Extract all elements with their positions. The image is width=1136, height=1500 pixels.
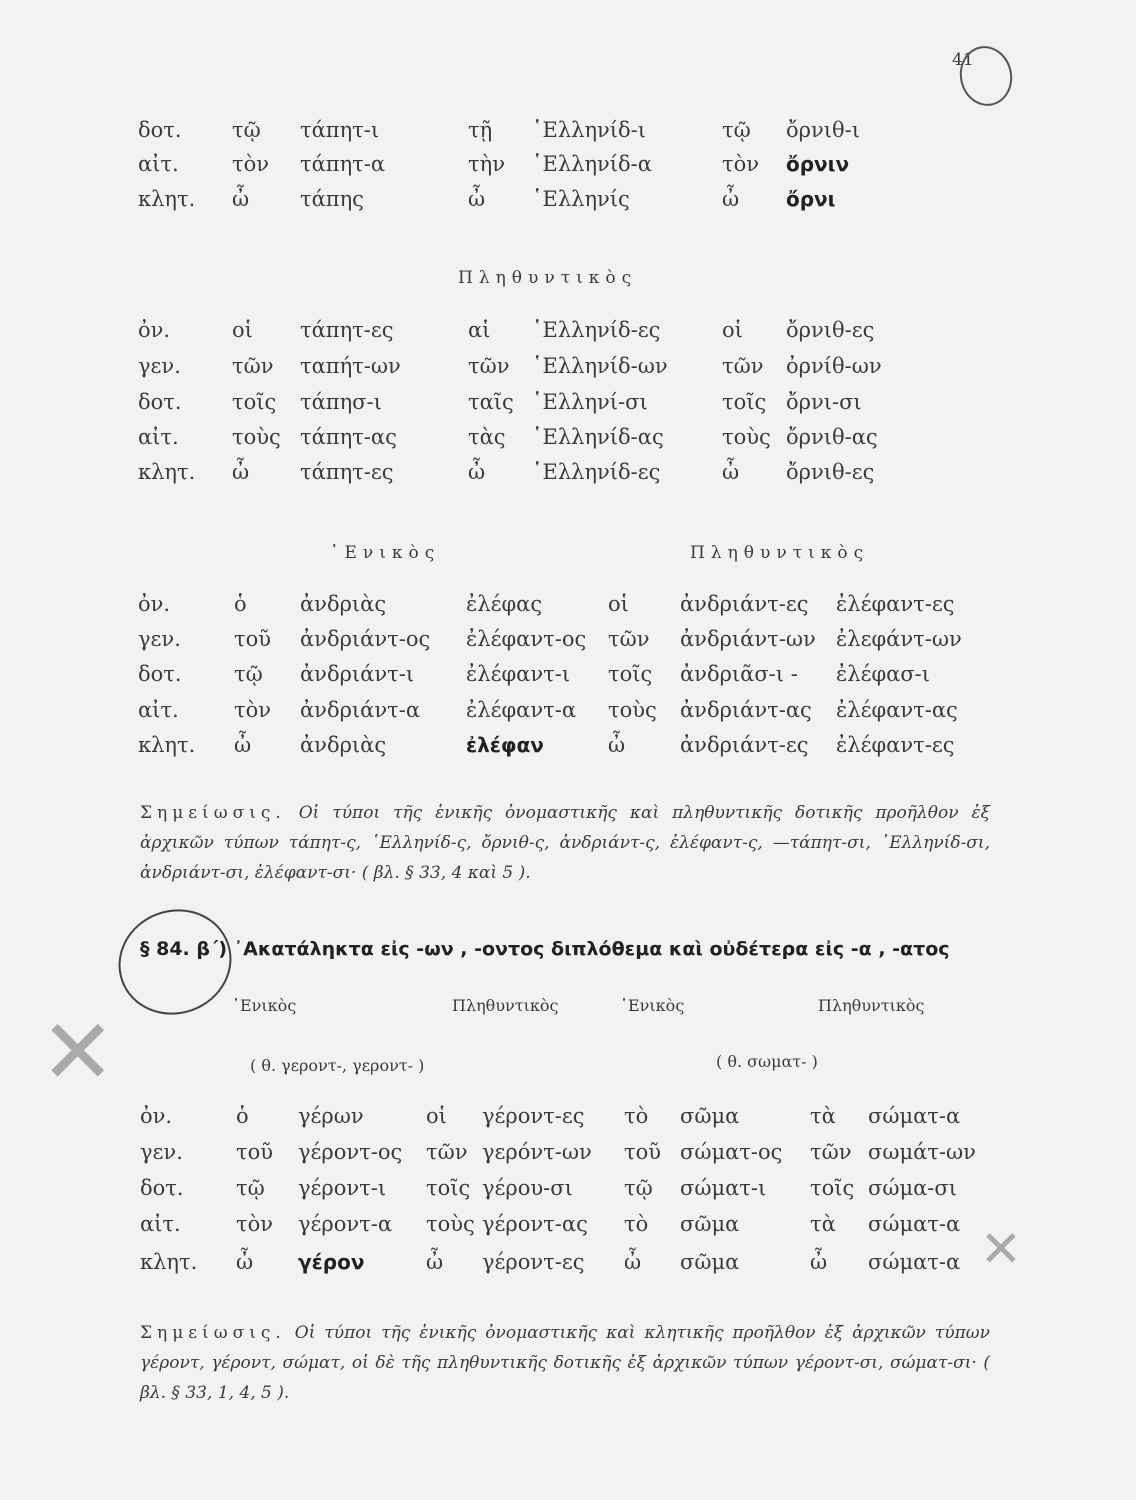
article: οἱ — [722, 318, 743, 342]
noun-form: ῾Ελληνίδ-ας — [532, 425, 664, 449]
noun-form: ἐλέφαντ-ες — [836, 592, 955, 616]
noun-form: ἐλέφαντ-ες — [836, 733, 955, 757]
page-number: 41 — [952, 50, 974, 70]
table-row — [0, 460, 1136, 496]
case-label: δοτ. — [138, 390, 182, 414]
article: τοὺς — [232, 425, 281, 449]
table-row — [0, 627, 1136, 663]
article: τὰς — [468, 425, 506, 449]
article: οἱ — [426, 1104, 447, 1128]
case-label: αἰτ. — [138, 152, 179, 176]
case-label: κλητ. — [138, 733, 196, 757]
case-label: γεν. — [140, 1140, 183, 1164]
noun-form: ἐλέφαντ-ος — [466, 627, 587, 651]
noun-form: ῾Ελληνίδ-α — [532, 152, 652, 176]
noun-form: ῾Ελληνίδ-ες — [532, 460, 661, 484]
article: τῶν — [426, 1140, 468, 1164]
article: τοῖς — [426, 1176, 471, 1200]
noun-form: ὄρνιθ-ι — [786, 118, 860, 142]
table-row — [0, 187, 1136, 223]
article: ὦ — [810, 1250, 828, 1274]
article: τῷ — [236, 1176, 265, 1200]
table-row — [0, 662, 1136, 698]
noun-form: ὄρνιθ-ας — [786, 425, 878, 449]
noun-form-bold: ὄρνιν — [786, 152, 850, 176]
noun-form: τάπητ-ας — [300, 425, 397, 449]
article: τοῦ — [234, 627, 272, 651]
article: τοὺς — [608, 698, 657, 722]
article: τὰ — [810, 1104, 836, 1128]
table-row — [0, 592, 1136, 628]
noun-form: τάπητ-ι — [300, 118, 380, 142]
article: τοὺς — [722, 425, 771, 449]
noun-form: γερόντ-ων — [482, 1140, 592, 1164]
note-paragraph — [140, 798, 990, 888]
noun-form: σῶμα — [680, 1250, 740, 1274]
case-label: δοτ. — [140, 1176, 184, 1200]
noun-form: ἐλέφασ-ι — [836, 662, 931, 686]
noun-form: σώματ-ος — [680, 1140, 783, 1164]
noun-form: τάπητ-ες — [300, 318, 394, 342]
noun-form: σώματ-ι — [680, 1176, 767, 1200]
noun-form: ῾Ελληνίδ-ι — [532, 118, 647, 142]
noun-form: ἀνδριάντ-ων — [680, 627, 816, 651]
noun-form-bold: ἐλέφαν — [466, 733, 544, 757]
article: ὦ — [722, 460, 740, 484]
case-label: ὀν. — [140, 1104, 173, 1128]
article: ὦ — [232, 187, 250, 211]
noun-form-bold: γέρον — [298, 1250, 365, 1274]
article: ὦ — [608, 733, 626, 757]
case-label: δοτ. — [138, 118, 182, 142]
table-row — [0, 425, 1136, 461]
article: ὦ — [234, 733, 252, 757]
handwritten-circle — [104, 894, 247, 1031]
case-label: κλητ. — [138, 187, 196, 211]
table-row — [0, 1104, 1136, 1140]
article: τοῖς — [608, 662, 653, 686]
table-row — [0, 118, 1136, 154]
noun-form: γέροντ-ες — [482, 1104, 585, 1128]
article: τὴν — [468, 152, 505, 176]
case-label: αἰτ. — [138, 425, 179, 449]
plural-heading: Πληθυντικὸς — [458, 268, 638, 288]
case-label: κλητ. — [140, 1250, 198, 1274]
article: τὸν — [722, 152, 760, 176]
note-lead: Σημείωσις. — [140, 803, 286, 823]
noun-form: ταπήτ-ων — [300, 354, 401, 378]
noun-form: ἀνδριᾶσ-ι - — [680, 662, 798, 686]
noun-form: γέρου-σι — [482, 1176, 573, 1200]
noun-form: ἀνδριὰς — [300, 592, 387, 616]
theme-label: ( θ. γεροντ-, γεροντ- ) — [250, 1056, 425, 1075]
article: ὁ — [236, 1104, 249, 1128]
noun-form: ῾Ελληνίδ-ες — [532, 318, 661, 342]
article: τῶν — [608, 627, 650, 651]
noun-form: σῶμα — [680, 1212, 740, 1236]
note-text: Οἱ τύποι τῆς ἑνικῆς ὀνομαστικῆς καὶ πληθυντικῆς δοτικῆς προῆλθον ἐξ ἀρχικῶν τύπων τάπητ-ς, ῾Ελληνίδ-ς, ὄρνιθ-ς, ἀνδριάντ-ς, ἐλέφαντ-ς, —τάπητ-σι, ῾Ελληνίδ-σι, ἀνδριάντ-σι, ἐλέφαντ-σι· ( βλ. § 33, 4 καὶ 5 ). — [140, 803, 990, 883]
noun-form: ὄρνι-σι — [786, 390, 862, 414]
noun-form: ῾Ελληνίδ-ων — [532, 354, 668, 378]
table-row — [0, 1176, 1136, 1212]
article: ὦ — [232, 460, 250, 484]
article: τῷ — [232, 118, 261, 142]
noun-form: ἀνδριάντ-ες — [680, 733, 809, 757]
note-paragraph — [140, 1318, 990, 1408]
noun-form: ἐλεφάντ-ων — [836, 627, 962, 651]
noun-form: γέροντ-ος — [298, 1140, 403, 1164]
article: τὸν — [234, 698, 272, 722]
article: ὦ — [468, 187, 486, 211]
case-label: αἰτ. — [140, 1212, 181, 1236]
singular-heading: ῾Ενικὸς — [620, 996, 685, 1015]
article: ὦ — [426, 1250, 444, 1274]
noun-form: σώματ-α — [868, 1212, 961, 1236]
noun-form: ἀνδριάντ-ες — [680, 592, 809, 616]
noun-form: ὀρνίθ-ων — [786, 354, 882, 378]
table-row — [0, 354, 1136, 390]
article: τῶν — [810, 1140, 852, 1164]
article: τοὺς — [426, 1212, 475, 1236]
article: τῇ — [468, 118, 493, 142]
case-label: κλητ. — [138, 460, 196, 484]
noun-form: ἀνδριάντ-α — [300, 698, 421, 722]
noun-form: ἐλέφαντ-ας — [836, 698, 958, 722]
noun-form: ἀνδριάντ-ος — [300, 627, 431, 651]
noun-form: γέροντ-ες — [482, 1250, 585, 1274]
noun-form: ἐλέφας — [466, 592, 543, 616]
singular-heading: ῾Ενικὸς — [330, 543, 441, 563]
table-row — [0, 698, 1136, 734]
table-row — [0, 1140, 1136, 1176]
section-title: § 84. β΄) ᾿Ακατάληκτα εἰς -ων , -οντος διπλόθεμα καὶ οὐδέτερα εἰς -α , -ατος — [140, 938, 950, 960]
noun-form: ἐλέφαντ-α — [466, 698, 577, 722]
noun-form: ἐλέφαντ-ι — [466, 662, 571, 686]
case-label: αἰτ. — [138, 698, 179, 722]
noun-form: γέροντ-ι — [298, 1176, 387, 1200]
table-row — [0, 318, 1136, 354]
noun-form: γέροντ-ας — [482, 1212, 588, 1236]
article: τοῖς — [810, 1176, 855, 1200]
noun-form: τάπητ-ες — [300, 460, 394, 484]
noun-form: σώματ-α — [868, 1104, 961, 1128]
table-row — [0, 152, 1136, 188]
noun-form: γέροντ-α — [298, 1212, 393, 1236]
case-label: ὀν. — [138, 318, 171, 342]
article: ὦ — [468, 460, 486, 484]
theme-label: ( θ. σωματ- ) — [716, 1052, 818, 1071]
plural-heading: Πληθυντικὸς — [690, 543, 870, 563]
article: οἱ — [608, 592, 629, 616]
article: τῶν — [722, 354, 764, 378]
article: ὦ — [236, 1250, 254, 1274]
case-label: γεν. — [138, 354, 181, 378]
noun-form: ἀνδριάντ-ι — [300, 662, 415, 686]
plural-heading: Πληθυντικὸς — [818, 996, 925, 1015]
case-label: γεν. — [138, 627, 181, 651]
article: τὸν — [236, 1212, 274, 1236]
singular-heading: ῾Ενικὸς — [232, 996, 297, 1015]
noun-form: ὄρνιθ-ες — [786, 460, 875, 484]
note-lead: Σημείωσις. — [140, 1323, 286, 1343]
noun-form: ἀνδριάντ-ας — [680, 698, 812, 722]
article: αἱ — [468, 318, 491, 342]
article: ὦ — [624, 1250, 642, 1274]
article: τὸν — [232, 152, 270, 176]
noun-form: σωμάτ-ων — [868, 1140, 976, 1164]
pencil-mark-icon: ✕ — [40, 1000, 116, 1105]
table-row — [0, 1250, 1136, 1286]
noun-form-bold: ὄρνι — [786, 187, 836, 211]
article: τὸ — [624, 1104, 649, 1128]
table-row — [0, 733, 1136, 769]
noun-form: τάπησ-ι — [300, 390, 382, 414]
article: τὸ — [624, 1212, 649, 1236]
noun-form: ῾Ελληνίς — [532, 187, 630, 211]
noun-form: τάπης — [300, 187, 364, 211]
noun-form: ἀνδριὰς — [300, 733, 387, 757]
noun-form: ῾Ελληνί-σι — [532, 390, 648, 414]
noun-form: ὄρνιθ-ες — [786, 318, 875, 342]
case-label: ὀν. — [138, 592, 171, 616]
noun-form: γέρων — [298, 1104, 364, 1128]
article: ὦ — [722, 187, 740, 211]
article: τοῖς — [722, 390, 767, 414]
article: ὁ — [234, 592, 247, 616]
noun-form: σώματ-α — [868, 1250, 961, 1274]
article: τῶν — [232, 354, 274, 378]
table-row — [0, 390, 1136, 426]
noun-form: σῶμα — [680, 1104, 740, 1128]
article: ταῖς — [468, 390, 514, 414]
pencil-mark-icon: ✕ — [980, 1220, 1022, 1278]
article: τῷ — [234, 662, 263, 686]
noun-form: σώμα-σι — [868, 1176, 957, 1200]
article: τῶν — [468, 354, 510, 378]
plural-heading: Πληθυντικὸς — [452, 996, 559, 1015]
article: τῷ — [624, 1176, 653, 1200]
article: οἱ — [232, 318, 253, 342]
note-text: Οἱ τύποι τῆς ἑνικῆς ὀνομαστικῆς καὶ κλητικῆς προῆλθον ἐξ ἀρχικῶν τύπων γέροντ, γέροντ, σώματ, οἱ δὲ τῆς πληθυντικῆς δοτικῆς ἐξ ἀρχικῶν τύπων γέροντ-σι, σώματ-σι· ( βλ. § 33, 1, 4, 5 ). — [140, 1323, 990, 1403]
table-row — [0, 1212, 1136, 1248]
article: τῷ — [722, 118, 751, 142]
article: τὰ — [810, 1212, 836, 1236]
noun-form: τάπητ-α — [300, 152, 386, 176]
article: τοῦ — [236, 1140, 274, 1164]
article: τοῖς — [232, 390, 277, 414]
case-label: δοτ. — [138, 662, 182, 686]
article: τοῦ — [624, 1140, 662, 1164]
